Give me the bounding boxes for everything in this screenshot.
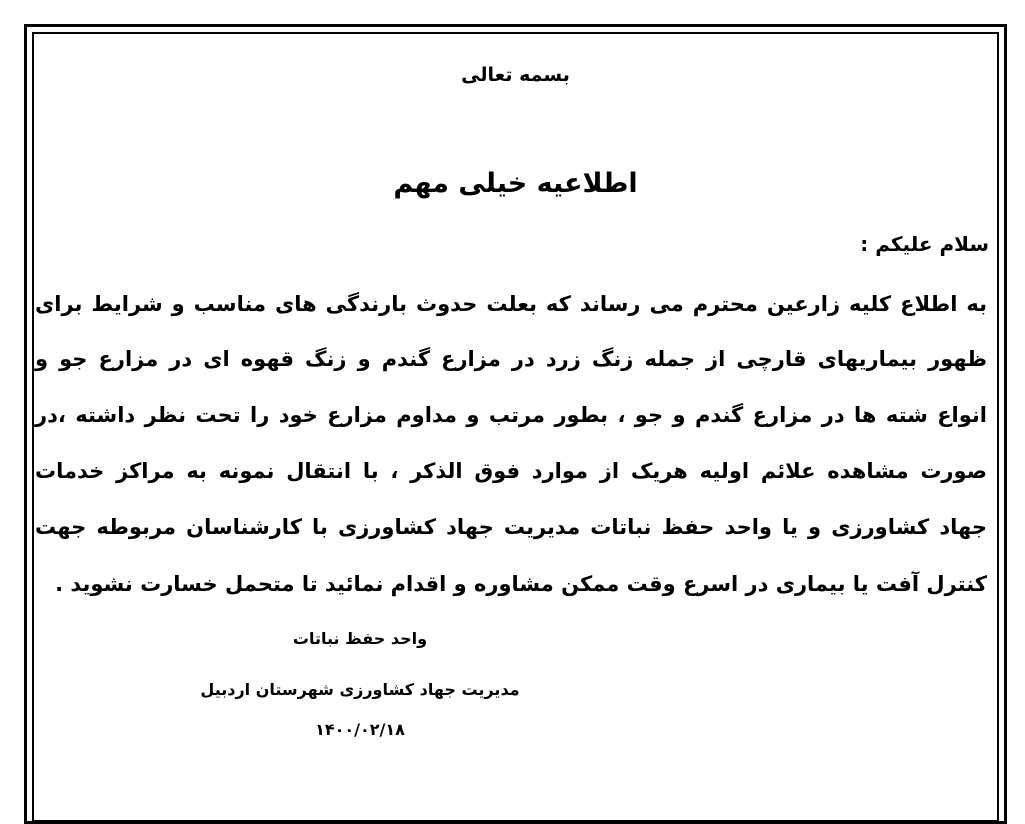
body-line: کنترل آفت یا بیماری در اسرع وقت ممکن مشاوره و اقدام نمائید تا متحمل خسارت نشوید . [55,572,987,596]
body-line: صورت مشاهده علائم اولیه هریک از موارد فوق الذکر ، با انتقال نمونه به مراکز خدمات [35,459,987,483]
greeting: سلام علیکم : [860,232,989,256]
invocation-heading: بسمه تعالی [461,64,570,86]
page-title: اطلاعیه خیلی مهم [393,168,638,199]
body-line: انواع شته ها در مزارع گندم و جو ، بطور مرتب و مداوم مزارع خود را تحت نظر داشته ،در [35,403,987,427]
body-line: به اطلاع کلیه زارعین محترم می رساند که بعلت حدوث بارندگی های مناسب و شرایط برای [35,292,987,316]
document-border-inner [32,32,999,822]
signature-unit: واحد حفظ نباتات [292,629,428,648]
body-line: جهاد کشاورزی و یا واحد حفظ نباتات مدیریت جهاد کشاورزی با کارشناسان مربوطه جهت [35,515,987,539]
body-line: ظهور بیماریهای قارچی از جمله زنگ زرد در مزارع گندم و زنگ قهوه ای در مزارع جو و [35,347,987,371]
signature-date: ۱۴۰۰/۰۲/۱۸ [315,720,405,739]
signature-organization: مدیریت جهاد کشاورزی شهرستان اردبیل [200,680,520,699]
